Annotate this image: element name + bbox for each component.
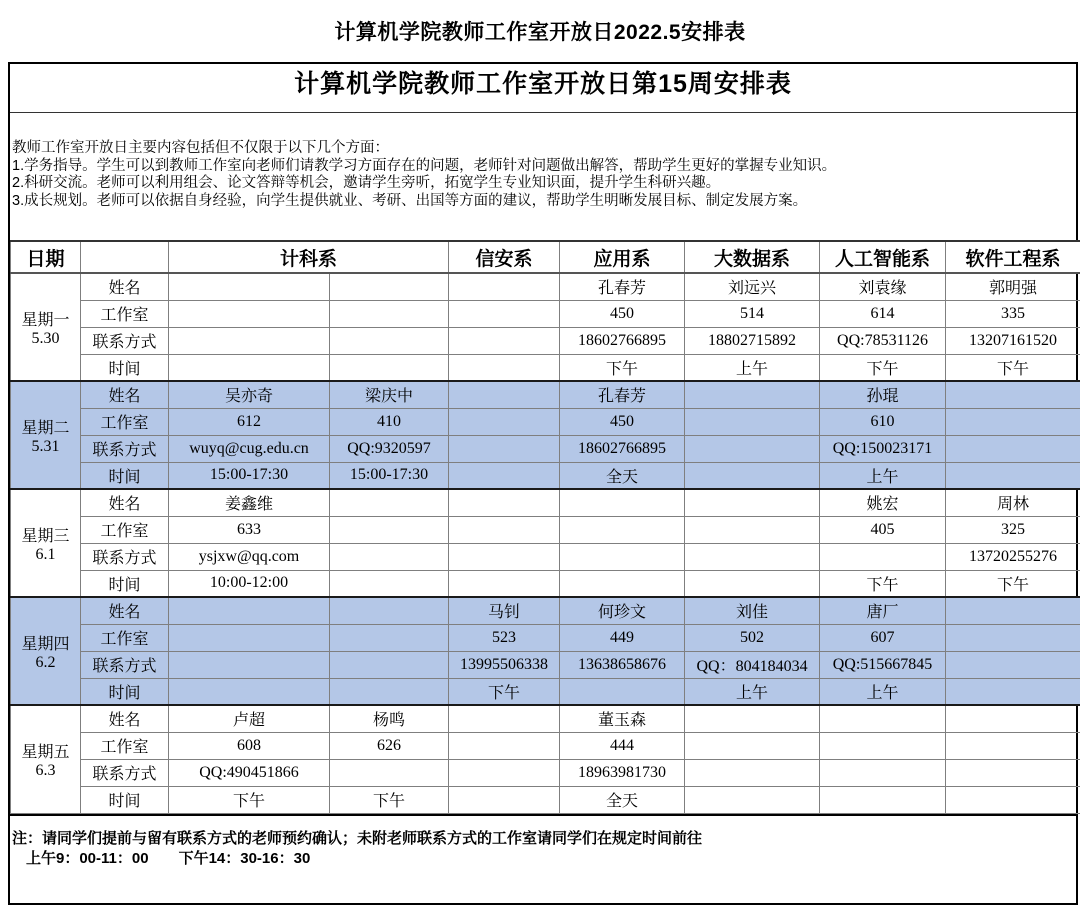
cell-room <box>330 624 449 651</box>
cell-time <box>449 354 560 381</box>
schedule-row <box>11 597 1080 624</box>
cell-contact <box>946 435 1080 462</box>
schedule-body <box>11 273 1080 813</box>
cell-contact: 18602766895 <box>560 435 685 462</box>
cell-room: 444 <box>560 732 685 759</box>
cell-time <box>449 786 560 813</box>
cell-contact: 18602766895 <box>560 327 685 354</box>
cell-time <box>560 678 685 705</box>
schedule-row <box>11 273 1080 300</box>
row-label: 联系方式 <box>81 759 169 786</box>
cell-time <box>685 786 820 813</box>
cell-room <box>449 732 560 759</box>
row-label: 联系方式 <box>81 651 169 678</box>
cell-time: 下午 <box>330 786 449 813</box>
header-dept-yingyong: 应用系 <box>560 241 685 273</box>
cell-contact <box>330 543 449 570</box>
cell-room <box>946 624 1080 651</box>
cell-room: 502 <box>685 624 820 651</box>
cell-room: 514 <box>685 300 820 327</box>
cell-room <box>169 300 330 327</box>
cell-room: 449 <box>560 624 685 651</box>
cell-contact <box>946 651 1080 678</box>
cell-room: 614 <box>820 300 946 327</box>
cell-room <box>169 624 330 651</box>
cell-time <box>946 786 1080 813</box>
cell-time: 下午 <box>169 786 330 813</box>
page-title: 计算机学院教师工作室开放日2022.5安排表 <box>334 21 746 44</box>
cell-contact: ysjxw@qq.com <box>169 543 330 570</box>
cell-time <box>685 570 820 597</box>
cell-name: 姚宏 <box>820 489 946 516</box>
row-label: 时间 <box>81 570 169 597</box>
cell-contact: QQ:150023171 <box>820 435 946 462</box>
schedule-row <box>11 462 1080 489</box>
cell-name <box>946 597 1080 624</box>
cell-contact: 18963981730 <box>560 759 685 786</box>
cell-time <box>330 354 449 381</box>
intro-line: 教师工作室开放日主要内容包括但不仅限于以下几个方面： <box>12 140 389 156</box>
cell-time: 上午 <box>685 354 820 381</box>
cell-room <box>449 408 560 435</box>
cell-contact <box>449 543 560 570</box>
day-cell: 星期一 5.30 <box>11 273 81 381</box>
row-label: 联系方式 <box>81 327 169 354</box>
footnote-line-2: 上午9：00-11：00 下午14：30-16：30 <box>26 849 311 867</box>
cell-name <box>330 597 449 624</box>
cell-contact <box>169 651 330 678</box>
cell-room: 633 <box>169 516 330 543</box>
cell-room: 410 <box>330 408 449 435</box>
cell-contact: wuyq@cug.edu.cn <box>169 435 330 462</box>
cell-time: 10:00-12:00 <box>169 570 330 597</box>
cell-contact <box>330 327 449 354</box>
worksheet <box>8 62 1078 905</box>
cell-contact: 18802715892 <box>685 327 820 354</box>
cell-contact <box>330 759 449 786</box>
day-cell: 星期四 6.2 <box>11 597 81 705</box>
footnote <box>10 814 1076 904</box>
intro-section <box>10 113 1076 240</box>
cell-name <box>946 381 1080 408</box>
cell-contact <box>685 543 820 570</box>
schedule-header-row <box>11 241 1080 273</box>
cell-name: 卢超 <box>169 705 330 732</box>
cell-time <box>946 462 1080 489</box>
cell-contact: QQ:9320597 <box>330 435 449 462</box>
cell-name <box>330 273 449 300</box>
cell-name: 孔春芳 <box>560 381 685 408</box>
cell-room: 450 <box>560 300 685 327</box>
cell-contact: 13995506338 <box>449 651 560 678</box>
cell-name: 何珍文 <box>560 597 685 624</box>
cell-contact <box>330 651 449 678</box>
row-label: 工作室 <box>81 516 169 543</box>
schedule-row <box>11 543 1080 570</box>
header-dept-xinan: 信安系 <box>449 241 560 273</box>
cell-name: 郭明强 <box>946 273 1080 300</box>
cell-contact <box>169 327 330 354</box>
cell-name: 周林 <box>946 489 1080 516</box>
day-cell: 星期二 5.31 <box>11 381 81 489</box>
cell-name: 刘佳 <box>685 597 820 624</box>
intro-line: 3.成长规划。老师可以依据自身经验，向学生提供就业、考研、出国等方面的建议，帮助学生明晰发展目标、制定发展方案。 <box>12 192 808 209</box>
cell-contact <box>449 759 560 786</box>
row-label: 工作室 <box>81 732 169 759</box>
cell-time: 下午 <box>449 678 560 705</box>
cell-contact <box>820 543 946 570</box>
cell-time <box>560 570 685 597</box>
cell-time <box>449 462 560 489</box>
header-blank <box>81 241 169 273</box>
cell-name: 刘袁缘 <box>820 273 946 300</box>
schedule-row <box>11 624 1080 651</box>
cell-room: 523 <box>449 624 560 651</box>
cell-room: 325 <box>946 516 1080 543</box>
row-label: 姓名 <box>81 597 169 624</box>
cell-time: 上午 <box>685 678 820 705</box>
cell-time <box>169 354 330 381</box>
row-label: 工作室 <box>81 408 169 435</box>
cell-room <box>449 300 560 327</box>
cell-room: 335 <box>946 300 1080 327</box>
schedule-row <box>11 381 1080 408</box>
intro-line: 2.科研交流。老师可以利用组会、论文答辩等机会，邀请学生旁听，拓宽学生专业知识面，提升学生科研兴趣。 <box>12 175 721 191</box>
row-label: 姓名 <box>81 381 169 408</box>
cell-time: 下午 <box>560 354 685 381</box>
cell-contact: 13207161520 <box>946 327 1080 354</box>
day-cell: 星期三 6.1 <box>11 489 81 597</box>
cell-contact <box>685 759 820 786</box>
cell-name: 杨鸣 <box>330 705 449 732</box>
cell-name <box>449 705 560 732</box>
cell-contact: 13638658676 <box>560 651 685 678</box>
cell-room <box>820 732 946 759</box>
cell-time <box>946 678 1080 705</box>
cell-room <box>685 732 820 759</box>
schedule-row <box>11 489 1080 516</box>
cell-name: 梁庆中 <box>330 381 449 408</box>
cell-name: 吴亦奇 <box>169 381 330 408</box>
cell-room <box>946 408 1080 435</box>
cell-name: 刘远兴 <box>685 273 820 300</box>
cell-room: 610 <box>820 408 946 435</box>
schedule-row <box>11 732 1080 759</box>
cell-time: 上午 <box>820 678 946 705</box>
cell-contact: 13720255276 <box>946 543 1080 570</box>
cell-name: 孔春芳 <box>560 273 685 300</box>
cell-room <box>685 516 820 543</box>
cell-room: 607 <box>820 624 946 651</box>
cell-room <box>946 732 1080 759</box>
cell-time: 下午 <box>820 354 946 381</box>
schedule-row <box>11 408 1080 435</box>
row-label: 联系方式 <box>81 435 169 462</box>
schedule-row <box>11 354 1080 381</box>
cell-name <box>685 489 820 516</box>
cell-time <box>820 786 946 813</box>
schedule-row <box>11 300 1080 327</box>
cell-time: 上午 <box>820 462 946 489</box>
cell-time: 下午 <box>820 570 946 597</box>
cell-contact <box>820 759 946 786</box>
row-label: 联系方式 <box>81 543 169 570</box>
cell-room: 608 <box>169 732 330 759</box>
cell-time: 全天 <box>560 462 685 489</box>
cell-name <box>946 705 1080 732</box>
cell-name: 董玉森 <box>560 705 685 732</box>
schedule-table <box>10 240 1080 814</box>
row-label: 时间 <box>81 678 169 705</box>
cell-contact: QQ:490451866 <box>169 759 330 786</box>
cell-room: 450 <box>560 408 685 435</box>
cell-time <box>685 462 820 489</box>
row-label: 姓名 <box>81 705 169 732</box>
cell-room <box>449 516 560 543</box>
cell-contact <box>946 759 1080 786</box>
cell-contact <box>449 435 560 462</box>
cell-time: 下午 <box>946 570 1080 597</box>
cell-name <box>449 489 560 516</box>
row-label: 时间 <box>81 462 169 489</box>
cell-name <box>560 489 685 516</box>
cell-name: 孙琨 <box>820 381 946 408</box>
row-label: 工作室 <box>81 300 169 327</box>
cell-time <box>449 570 560 597</box>
schedule-row <box>11 435 1080 462</box>
cell-name <box>820 705 946 732</box>
row-label: 工作室 <box>81 624 169 651</box>
schedule-row <box>11 516 1080 543</box>
cell-contact: QQ:515667845 <box>820 651 946 678</box>
footnote-line-1: 注：请同学们提前与留有联系方式的老师预约确认；未附老师联系方式的工作室请同学们在规定时间前往 <box>12 829 703 847</box>
cell-contact <box>685 435 820 462</box>
cell-room: 626 <box>330 732 449 759</box>
header-dept-jike: 计科系 <box>169 241 449 273</box>
cell-name <box>685 381 820 408</box>
schedule-row <box>11 651 1080 678</box>
header-dept-rengongzhineng: 人工智能系 <box>820 241 946 273</box>
cell-time: 下午 <box>946 354 1080 381</box>
cell-contact: QQ：804184034 <box>685 651 820 678</box>
cell-time <box>330 570 449 597</box>
cell-name <box>330 489 449 516</box>
schedule-row <box>11 705 1080 732</box>
cell-contact <box>560 543 685 570</box>
schedule-row <box>11 759 1080 786</box>
header-dept-dashuju: 大数据系 <box>685 241 820 273</box>
cell-name <box>449 381 560 408</box>
cell-time <box>330 678 449 705</box>
cell-name <box>169 597 330 624</box>
row-label: 时间 <box>81 354 169 381</box>
header-dept-ruanjian: 软件工程系 <box>946 241 1080 273</box>
cell-time: 全天 <box>560 786 685 813</box>
cell-time: 15:00-17:30 <box>330 462 449 489</box>
cell-room <box>330 516 449 543</box>
sheet-title: 计算机学院教师工作室开放日第15周安排表 <box>10 64 1076 113</box>
cell-name <box>449 273 560 300</box>
cell-room: 612 <box>169 408 330 435</box>
cell-contact <box>449 327 560 354</box>
cell-name: 唐厂 <box>820 597 946 624</box>
cell-contact: QQ:78531126 <box>820 327 946 354</box>
schedule-row <box>11 678 1080 705</box>
cell-time <box>169 678 330 705</box>
cell-room: 405 <box>820 516 946 543</box>
schedule-row <box>11 786 1080 813</box>
cell-name: 马钊 <box>449 597 560 624</box>
cell-room <box>330 300 449 327</box>
row-label: 姓名 <box>81 273 169 300</box>
cell-name: 姜鑫维 <box>169 489 330 516</box>
day-cell: 星期五 6.3 <box>11 705 81 813</box>
cell-room <box>560 516 685 543</box>
cell-name <box>169 273 330 300</box>
header-date: 日期 <box>11 241 81 273</box>
cell-room <box>685 408 820 435</box>
cell-name <box>685 705 820 732</box>
cell-time: 15:00-17:30 <box>169 462 330 489</box>
row-label: 姓名 <box>81 489 169 516</box>
schedule-row <box>11 570 1080 597</box>
row-label: 时间 <box>81 786 169 813</box>
schedule-row <box>11 327 1080 354</box>
intro-line: 1.学务指导。学生可以到教师工作室向老师们请教学习方面存在的问题，老师针对问题做出解答，帮助学生更好的掌握专业知识。 <box>12 157 837 174</box>
